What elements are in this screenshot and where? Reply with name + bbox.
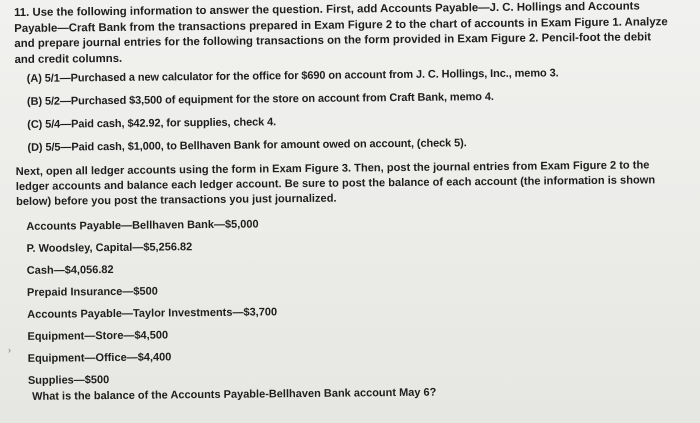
balance-equipment-store: Equipment—Store—$4,500 <box>27 329 169 343</box>
balance-capital: P. Woodsley, Capital—$5,256.82 <box>26 241 193 255</box>
balance-accounts-payable-taylor: Accounts Payable—Taylor Investments—$3,700 <box>27 306 278 321</box>
balance-accounts-payable-bellhaven: Accounts Payable—Bellhaven Bank—$5,000 <box>26 218 259 233</box>
transaction-d: (D) 5/5—Paid cash, $1,000, to Bellhaven Bank for amount owed on account, (check 5). <box>27 137 467 154</box>
transaction-list <box>15 65 688 155</box>
question-intro: 11. Use the following information to answer the question. First, add Accounts Payable—J. C. Hollings and Accounts Payable—Craft Bank from the transactions prepared in Exam Figure 2 to the chart of accounts in Exam Figure 1. Analyze and prepare journal entries for the following transactions on the form provided in Exam Figure 2. Pencil-foot the debit and credit columns. <box>14 0 668 66</box>
final-question: What is the balance of the Accounts Payable-Bellhaven Bank account May 6? <box>32 386 437 403</box>
balance-supplies: Supplies—$500 <box>27 374 110 387</box>
transaction-c: (C) 5/4—Paid cash, $42.92, for supplies, check 4. <box>27 116 277 131</box>
question-block <box>14 0 690 404</box>
balance-list <box>26 213 690 388</box>
margin-tick-mark: › <box>8 345 11 355</box>
transaction-b: (B) 5/2—Purchased $3,500 of equipment for the store on account from Craft Bank, memo 4. <box>26 90 494 108</box>
ledger-instruction: Next, open all ledger accounts using the form in Exam Figure 3. Then, post the journal entries from Exam Figure 2 to the ledger accounts and balance each ledger account. Be sure to post the balance of each account (the information is shown below) before you post the transactions you just journalized. <box>15 159 656 208</box>
balance-equipment-office: Equipment—Office—$4,400 <box>27 351 172 365</box>
transaction-a: (A) 5/1—Purchased a new calculator for the office for $690 on account from J. C. Hollings, Inc., memo 3. <box>26 67 559 85</box>
balance-cash: Cash—$4,056.82 <box>26 263 114 277</box>
balance-prepaid-insurance: Prepaid Insurance—$500 <box>26 285 158 299</box>
